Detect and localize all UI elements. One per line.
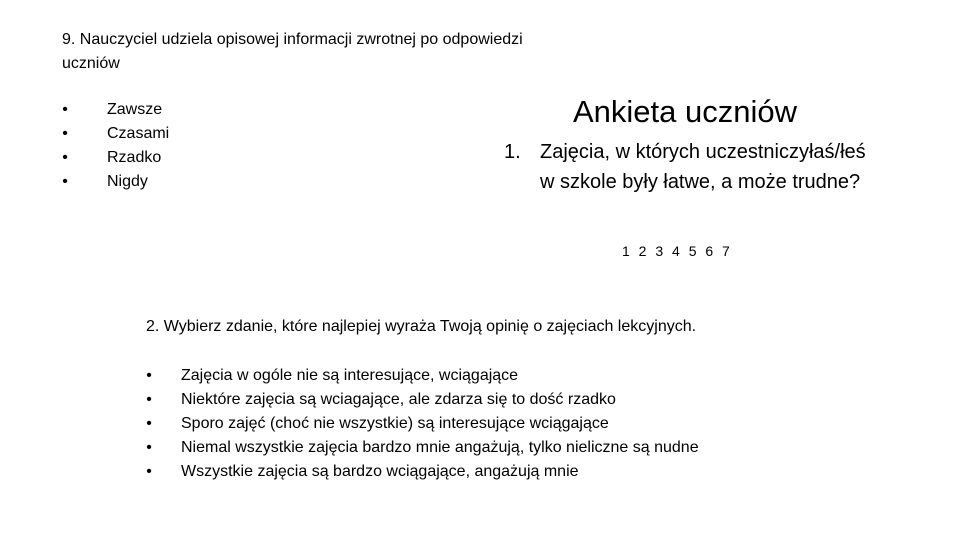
bullet-icon: • (146, 391, 152, 408)
option-label: Zawsze (107, 101, 163, 118)
question-2-options (144, 364, 844, 484)
option-label: Sporo zajęć (choć nie wszystkie) są interesujące wciągające (181, 415, 609, 432)
bullet-icon: • (146, 439, 152, 456)
option-label: Niemal wszystkie zajęcia bardzo mnie angażują, tylko nieliczne są nudne (181, 439, 699, 456)
option-item (144, 460, 844, 484)
bullet-icon: • (62, 173, 68, 190)
question-9-options (60, 98, 360, 194)
bullet-icon: • (146, 463, 152, 480)
rating-scale: 1 2 3 4 5 6 7 (622, 243, 730, 259)
option-label: Rzadko (107, 149, 162, 166)
bullet-icon: • (62, 125, 68, 142)
option-label: Zajęcia w ogóle nie są interesujące, wciągające (181, 367, 519, 384)
question-1-text: Zajęcia, w których uczestniczyłaś/łeś w szkole były łatwe, a może trudne? (540, 141, 866, 193)
bullet-icon: • (146, 367, 152, 384)
question-9-title: 9. Nauczyciel udziela opisowej informacji zwrotnej po odpowiedzi uczniów (62, 31, 523, 72)
option-item (60, 122, 360, 146)
option-label: Czasami (107, 125, 170, 142)
option-item (144, 412, 844, 436)
bullet-icon: • (62, 149, 68, 166)
question-1-number: 1. (504, 141, 521, 163)
option-item (60, 146, 360, 170)
option-item (60, 98, 360, 122)
option-item (144, 436, 844, 460)
option-label: Niektóre zajęcia są wciagające, ale zdarza się to dość rzadko (181, 391, 616, 408)
option-label: Wszystkie zajęcia są bardzo wciągające, angażują mnie (181, 463, 579, 480)
option-item (60, 170, 360, 194)
survey-title: Ankieta uczniów (573, 94, 798, 129)
bullet-icon: • (62, 101, 68, 118)
option-item (144, 388, 844, 412)
question-2-title: 2. Wybierz zdanie, które najlepiej wyraża Twoją opinię o zajęciach lekcyjnych. (146, 318, 697, 335)
bullet-icon: • (146, 415, 152, 432)
option-item (144, 364, 844, 388)
option-label: Nigdy (107, 173, 148, 190)
